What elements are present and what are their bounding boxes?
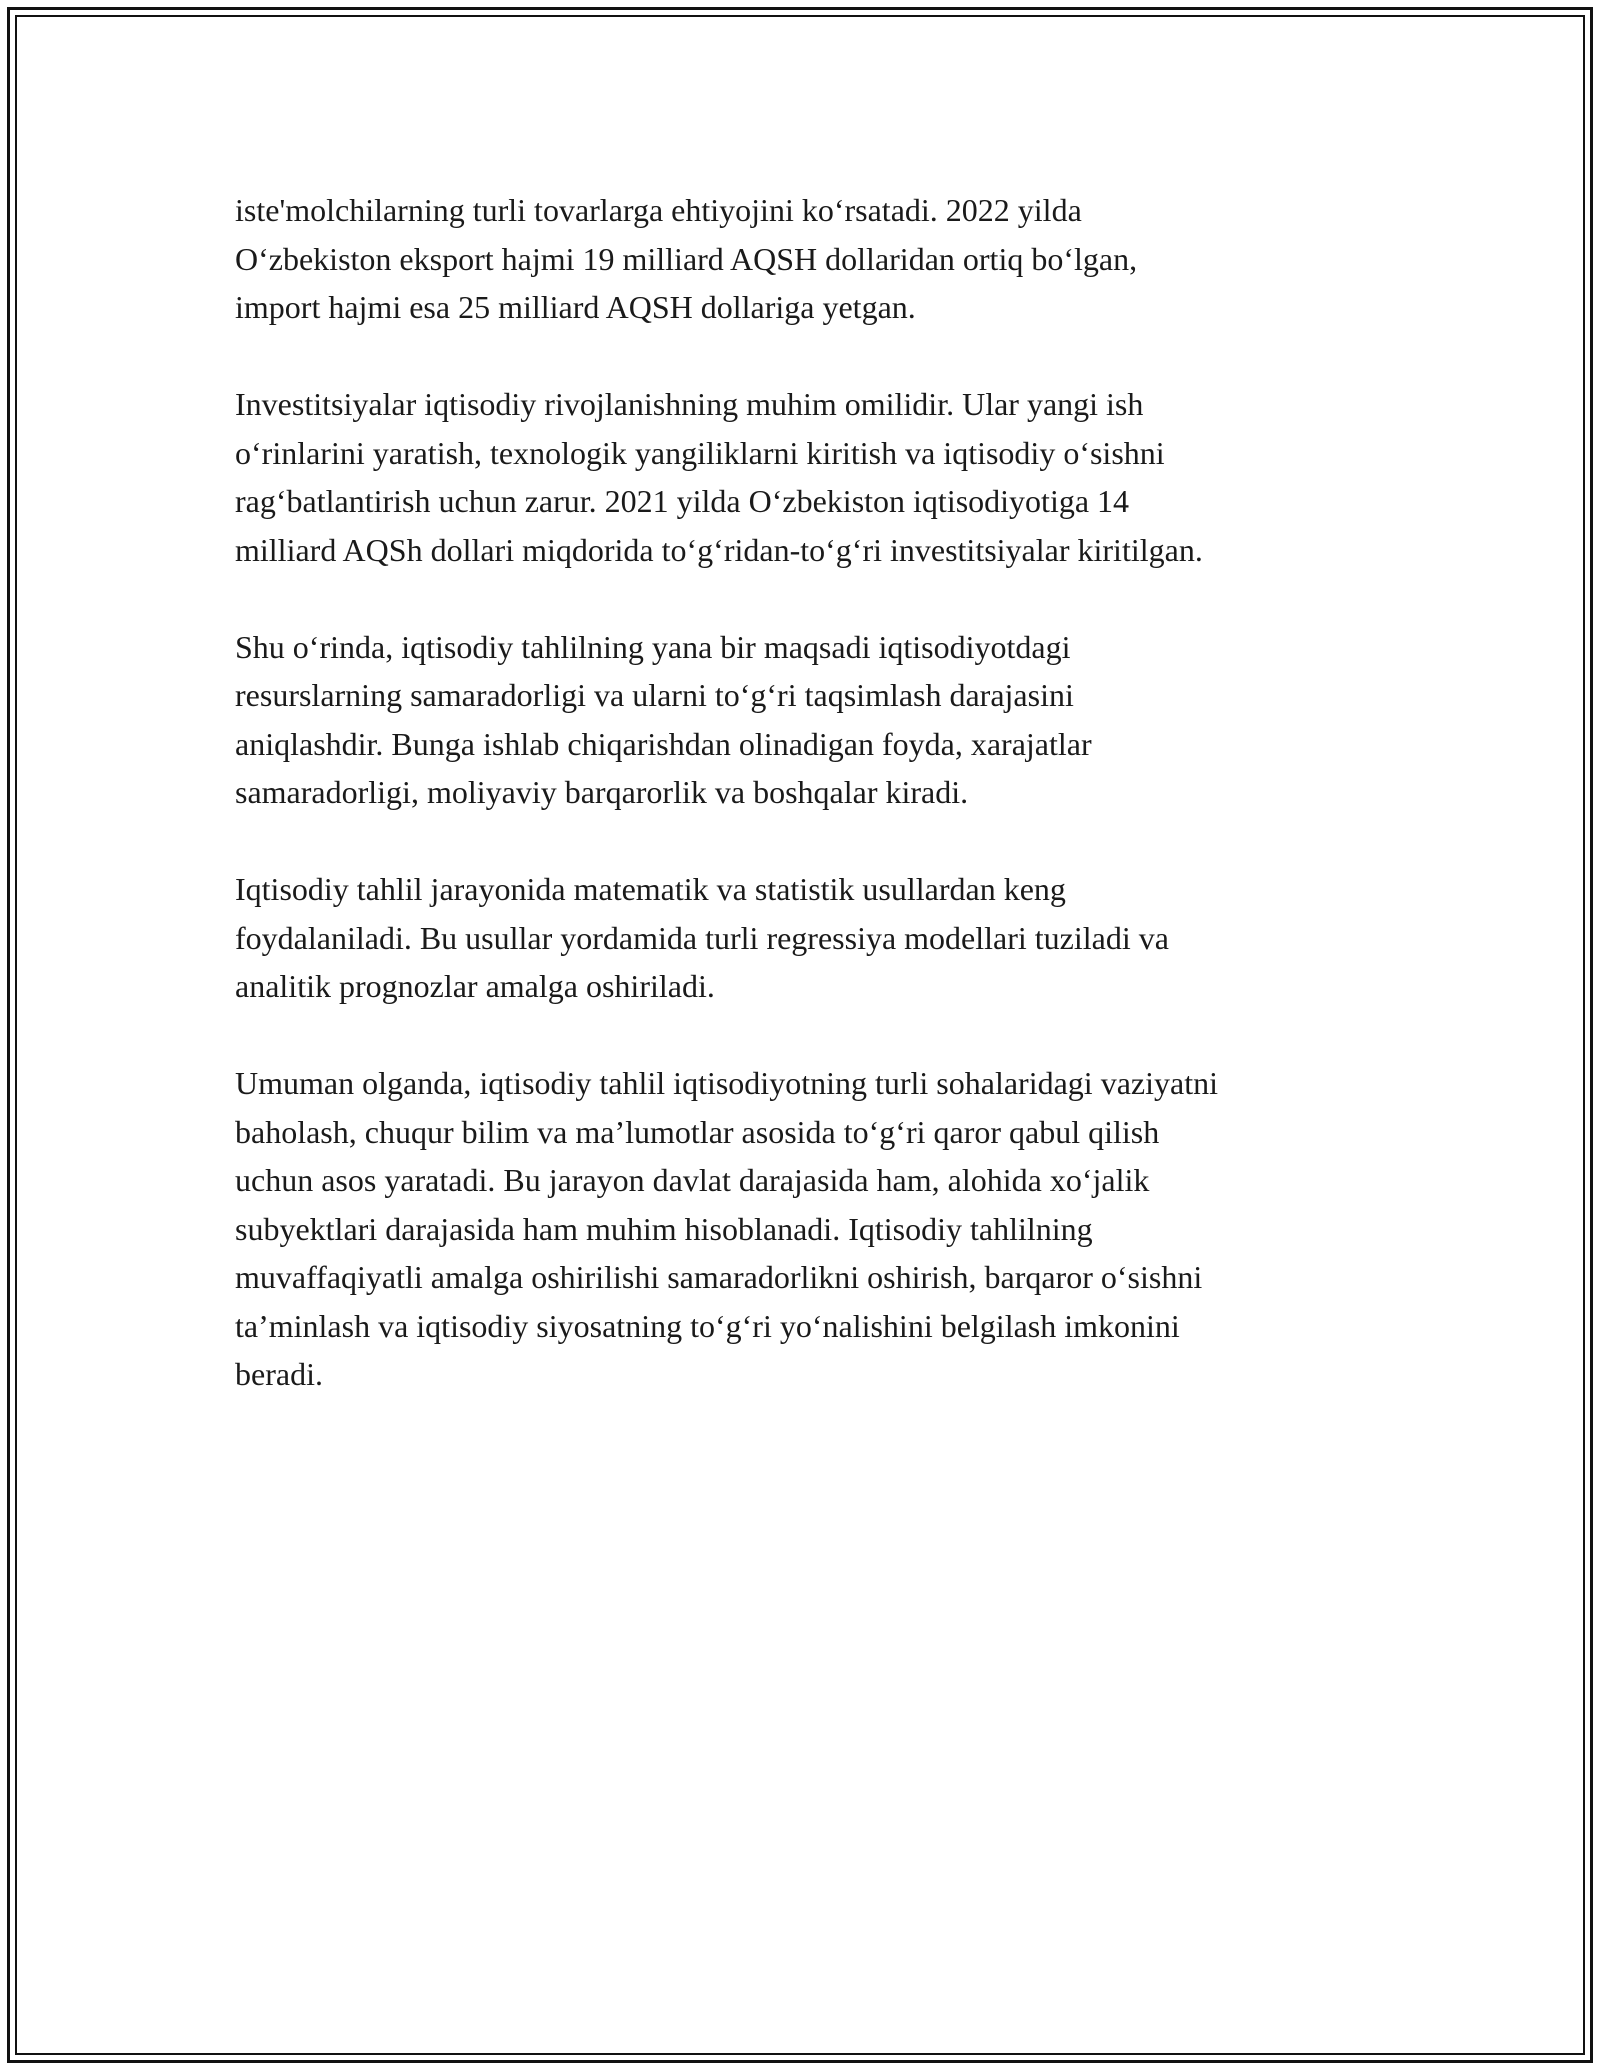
document-body (235, 186, 1375, 1447)
paragraph-4: Iqtisodiy tahlil jarayonida matematik va statistik usullardan keng foydalaniladi. Bu usullar yordamida turli regressiya modellari tuziladi va analitik prognozlar amalga oshiriladi. (235, 871, 1169, 1004)
paragraph-5: Umuman olganda, iqtisodiy tahlil iqtisodiyotning turli sohalaridagi vaziyatni baholash, chuqur bilim va ma’lumotlar asosida toʻgʻri qaror qabul qilish uchun asos yaratadi. Bu jarayon davlat darajasida ham, alohida xoʻjalik subyektlari darajasida ham muhim hisoblanadi. Iqtisodiy tahlilning muvaffaqiyatli amalga oshirilishi samaradorlikni oshirish, barqaror oʻsishni ta’minlash va iqtisodiy siyosatning toʻgʻri yoʻnalishini belgilash imkonini beradi. (235, 1065, 1218, 1392)
paragraph-3: Shu oʻrinda, iqtisodiy tahlilning yana bir maqsadi iqtisodiyotdagi resurslarning samaradorligi va ularni toʻgʻri taqsimlash darajasini aniqlashdir. Bunga ishlab chiqarishdan olinadigan foyda, xarajatlar samaradorligi, moliyaviy barqarorlik va boshqalar kiradi. (235, 628, 1092, 810)
paragraph-2: Investitsiyalar iqtisodiy rivojlanishning muhim omilidir. Ular yangi ish oʻrinlarini yaratish, texnologik yangiliklarni kiritish va iqtisodiy oʻsishni ragʻbatlantirish uchun zarur. 2021 yilda Oʻzbekiston iqtisodiyotiga 14 milliard AQSh dollari miqdorida toʻgʻridan-toʻgʻri investitsiyalar kiritilgan. (235, 386, 1203, 568)
paragraph-1: iste'molchilarning turli tovarlarga ehtiyojini koʻrsatadi. 2022 yilda Oʻzbekiston eksport hajmi 19 milliard AQSH dollaridan ortiq boʻlgan, import hajmi esa 25 milliard AQSH dollariga yetgan. (235, 192, 1138, 325)
